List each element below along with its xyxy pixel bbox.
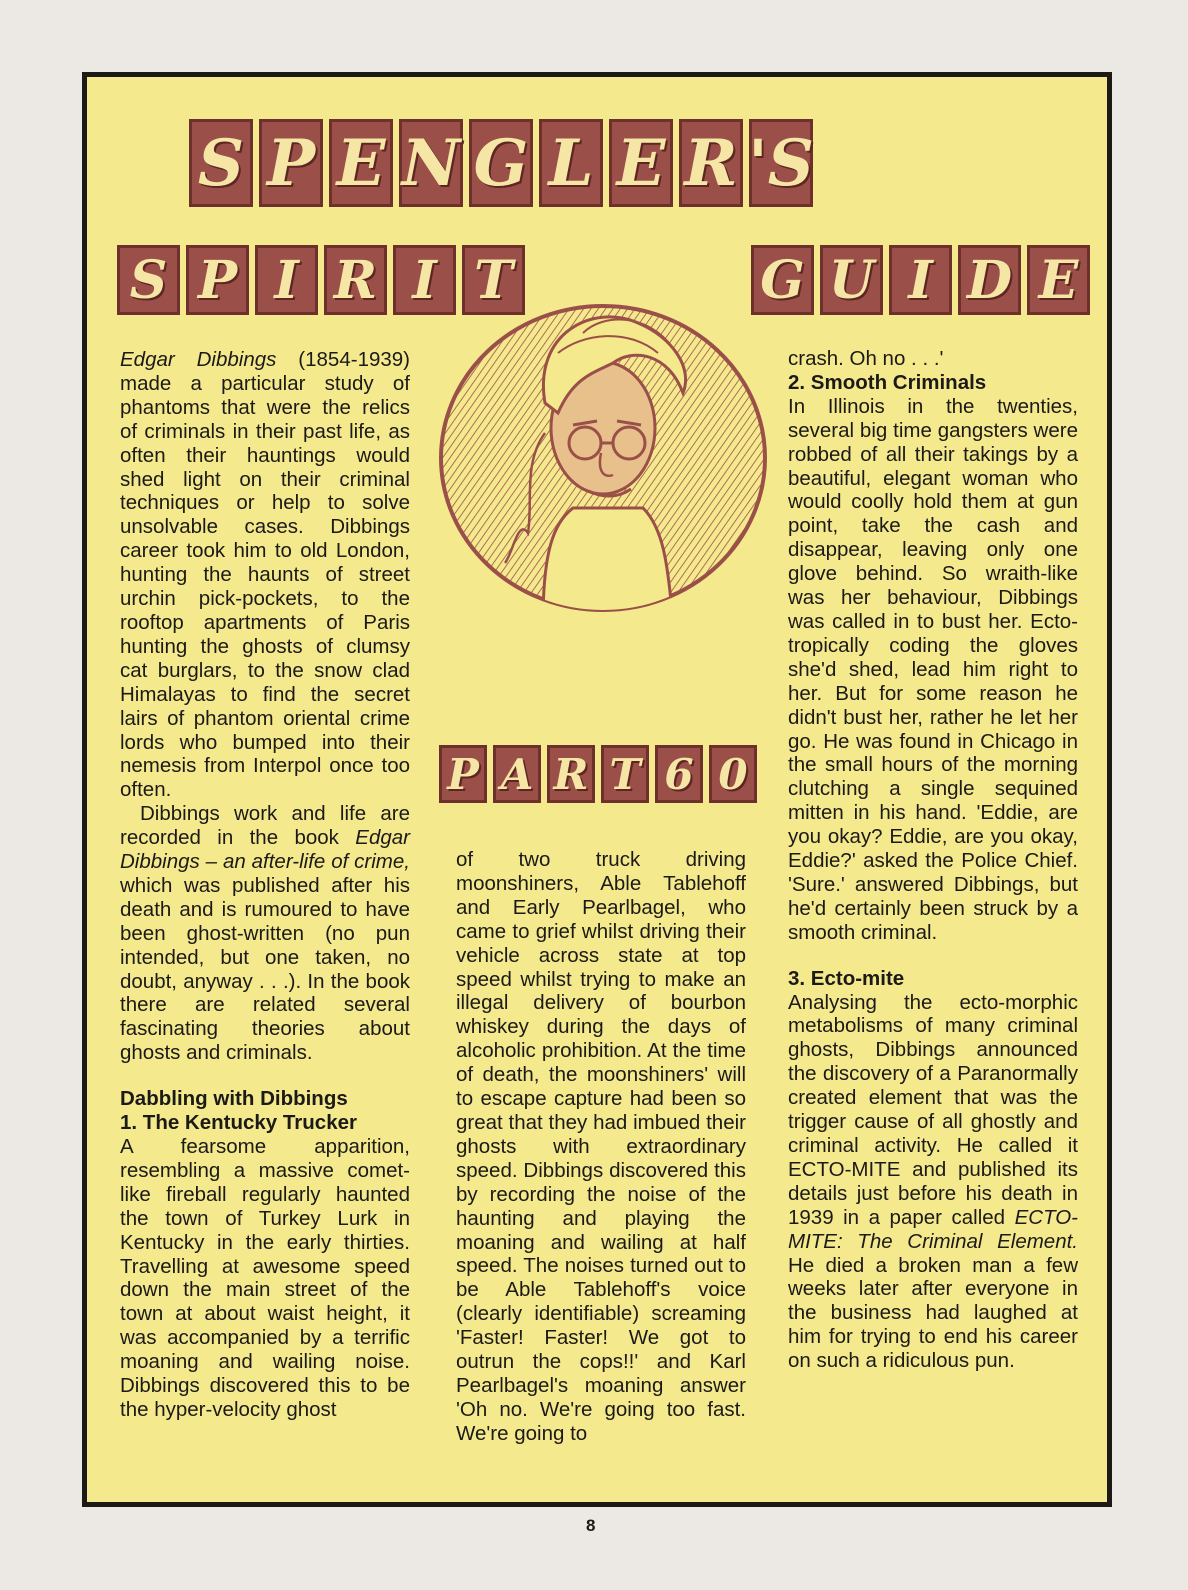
title-letter-tile: E: [1027, 245, 1090, 315]
title-letter-tile: S: [117, 245, 180, 315]
title-letter-tile: R: [547, 745, 595, 803]
section-heading: Dabbling with Dibbings: [120, 1087, 348, 1111]
title-spenglers: [189, 119, 813, 207]
title-letter-tile: T: [462, 245, 525, 315]
smooth-criminals-paragraph: In Illinois in the twenties, several big time gangsters were robbed of all their takings by a beautiful, elegant woman who would coolly hold them at gun point, take the cash and disappear, leaving only one glove behind. So wraith-like was her behaviour, Dibbings was called in to bust her. Ecto-tropically coding the gloves she'd shed, lead him right to her. But for some reason he didn't bust her, rather he let her go. He was found in Chicago in the small hours of the morning clutching a single sequined mitten in his hand. 'Eddie, are you okay? Eddie, are you okay, Eddie?' asked the Police Chief. 'Sure.' answered Dibbings, but he'd certainly been struck by a smooth criminal.: [788, 394, 1078, 944]
intro-text: (1854-1939) made a particular study of phantoms that were the relics of criminals in their past life, as often their hauntings would shed light on their criminal techniques or help to solve unsolvable cases. Dibbings career took him to old London, hunting the haunts of street urchin pick-pockets, to the rooftop apartments of Paris hunting the ghosts of clumsy cat burglars, to the snow clad Himalayas to find the secret lairs of phantom oriental crime lords who bumped into their nemesis from Interpol once too often.: [120, 348, 410, 802]
subject-name: Edgar Dibbings: [120, 348, 277, 371]
book-paragraph: [120, 802, 410, 1065]
title-letter-tile: D: [958, 245, 1021, 315]
title-letter-tile: P: [186, 245, 249, 315]
title-letter-tile: E: [329, 119, 393, 207]
title-letter-tile: G: [751, 245, 814, 315]
title-letter-tile: E: [609, 119, 673, 207]
kentucky-paragraph: A fearsome apparition, resembling a massive comet-like fireball regularly haunted the town of Turkey Lurk in Kentucky in the early thirties. Travelling at awesome speed down the main street of the town at about waist height, it was accompanied by a terrific moaning and wailing noise. Dibbings discovered this to be the hyper-velocity ghost: [120, 1135, 410, 1421]
title-letter-tile: 'S: [749, 119, 813, 207]
ecto-text-a: Analysing the ecto-morphic metabolisms of many criminal ghosts, Dibbings announced the discovery of a Paranormally created element that was the trigger cause of all ghostly and criminal activity. He called it ECTO-MITE and published its details just before his death in 1939 in a paper called: [788, 990, 1078, 1229]
title-guide: [751, 245, 1090, 315]
subheading-smooth-criminals: 2. Smooth Criminals: [788, 370, 987, 394]
column-3: [788, 347, 1078, 1373]
title-letter-tile: R: [324, 245, 387, 315]
ecto-text-b: He died a broken man a few weeks later after everyone in the business had laughed at him for trying to end his career on such a ridiculous pun.: [788, 1253, 1078, 1373]
title-letter-tile: T: [601, 745, 649, 803]
title-letter-tile: P: [439, 745, 487, 803]
title-letter-tile: R: [679, 119, 743, 207]
title-letter-tile: S: [189, 119, 253, 207]
title-letter-tile: I: [393, 245, 456, 315]
title-letter-tile: I: [255, 245, 318, 315]
paper-title: ECTO-MITE: The Criminal Element.: [788, 1205, 1078, 1253]
subheading-kentucky-trucker: 1. The Kentucky Trucker: [120, 1111, 357, 1135]
title-letter-tile: 0: [709, 745, 757, 803]
title-letter-tile: I: [889, 245, 952, 315]
book-title: Edgar Dibbings – an after-life of crime,: [120, 826, 410, 874]
subheading-ecto-mite: 3. Ecto-mite: [788, 966, 905, 990]
title-letter-tile: 6: [655, 745, 703, 803]
intro-paragraph: [120, 348, 410, 802]
title-part: [439, 745, 757, 803]
book-text-b: which was published after his death and is rumoured to have been ghost-written (no pun intended, but one taken, no doubt, anyway . . .). In the book there are related several fascinating theories about ghosts and criminals.: [120, 873, 410, 1065]
page-number: 8: [586, 1516, 596, 1535]
book-text-a: Dibbings work and life are recorded in the book: [120, 802, 410, 850]
title-letter-tile: A: [493, 745, 541, 803]
column-1: [120, 348, 410, 1422]
moonshiners-paragraph: of two truck driving moonshiners, Able Tablehoff and Early Pearlbagel, who came to grief whilst driving their vehicle across state at top speed whilst trying to make an illegal delivery of bourbon whiskey during the days of alcoholic prohibition. At the time of death, the moonshiners' will to escape capture had been so great that they had imbued their ghosts with extraordinary speed. Dibbings discovered this by recording the noise of the haunting and playing the moaning and wailing at half speed. The noises turned out to be Able Tablehoff's voice (clearly identifiable) screaming 'Faster! Faster! We got to outrun the cops!!' and Karl Pearlbagel's moaning answer 'Oh no. We're going too fast. We're going to: [456, 848, 746, 1445]
title-letter-tile: G: [469, 119, 533, 207]
title-letter-tile: L: [539, 119, 603, 207]
ecto-mite-paragraph: [788, 991, 1078, 1374]
title-letter-tile: U: [820, 245, 883, 315]
column-2: [456, 848, 746, 1446]
title-letter-tile: P: [259, 119, 323, 207]
portrait-illustration: [433, 293, 773, 623]
crash-text: crash. Oh no . . .': [788, 347, 944, 370]
comic-panel: [82, 72, 1112, 1507]
title-letter-tile: N: [399, 119, 463, 207]
